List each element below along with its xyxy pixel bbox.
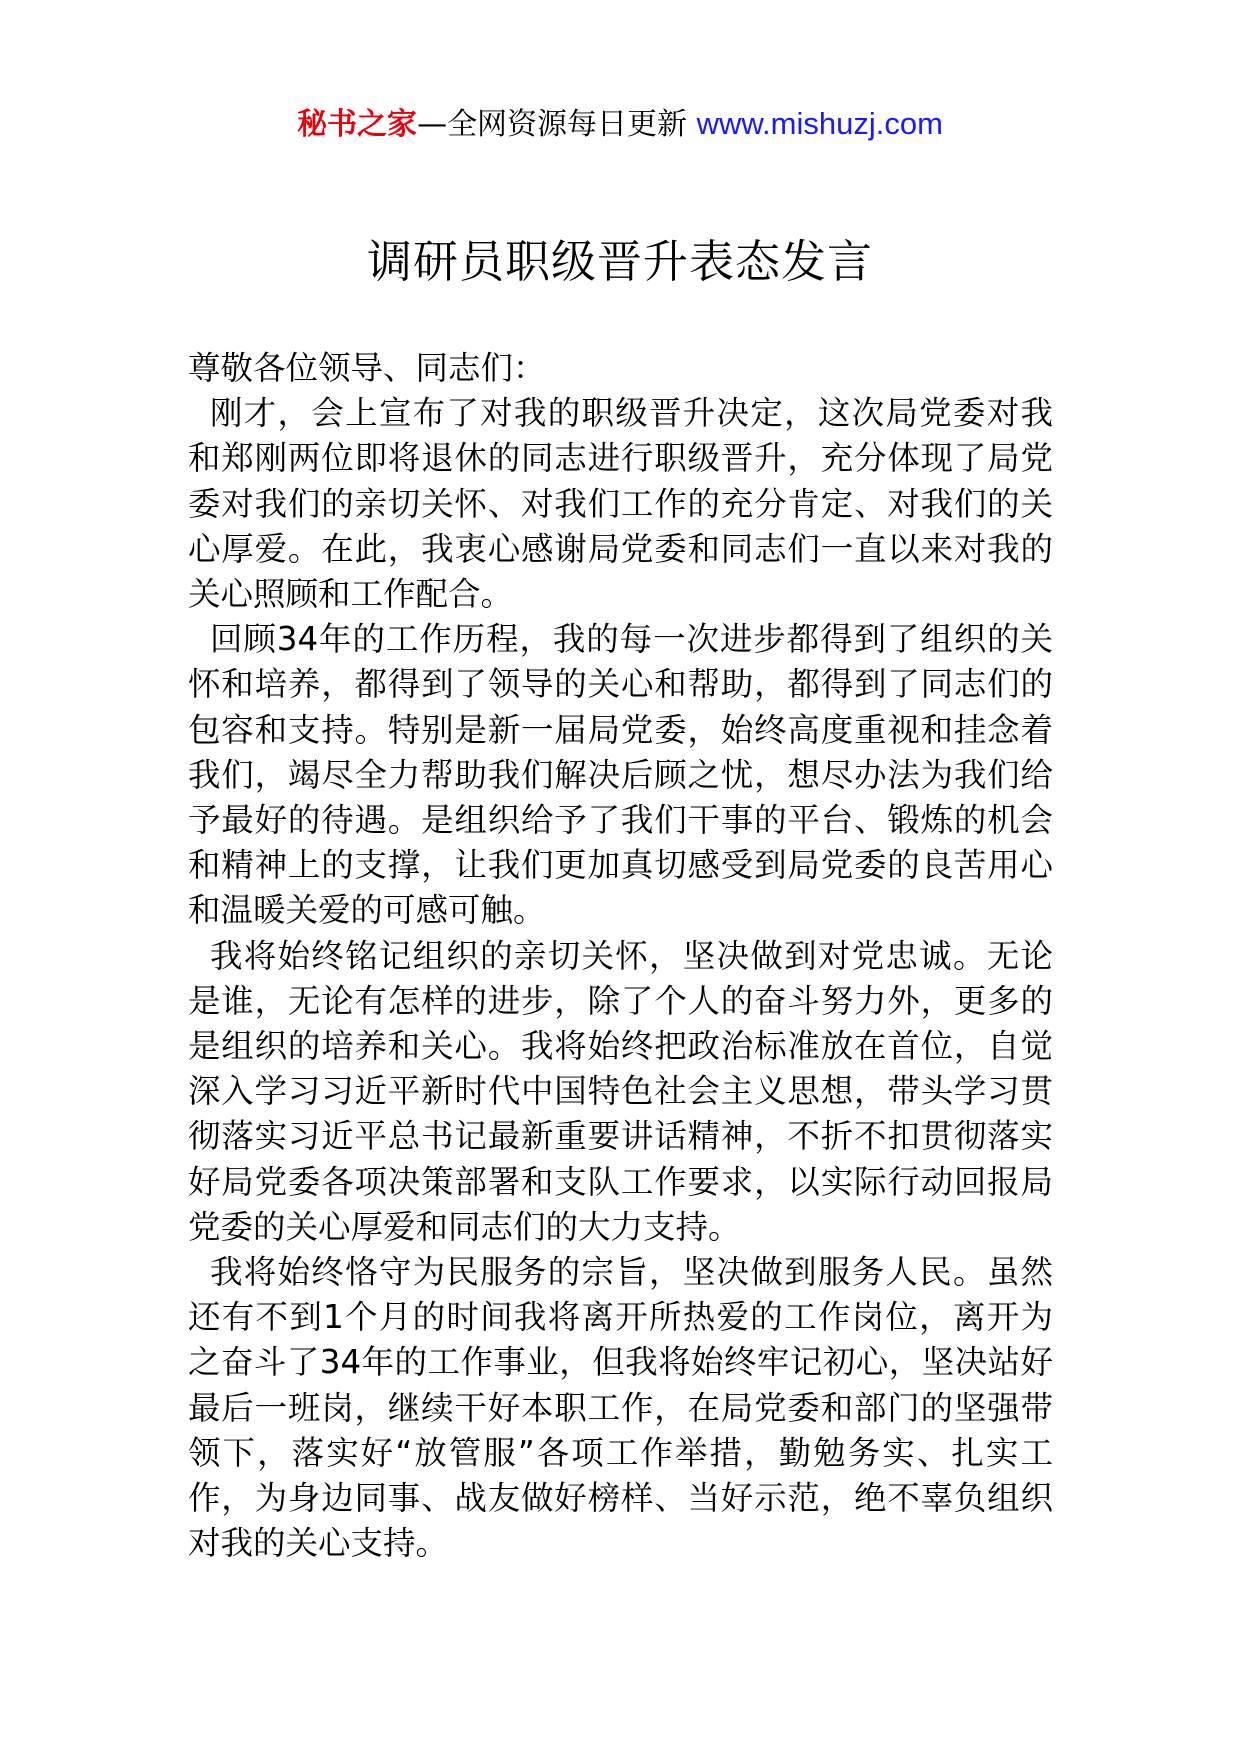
page-header [0,100,1240,149]
paragraph-4: 我将始终恪守为民服务的宗旨，坚决做到服务人民。虽然还有不到1个月的时间我将离开所热爱的工作岗位，离开为之奋斗了34年的工作事业，但我将始终牢记初心，坚决站好最后一班岗，继续干好本职工作，在局党委和部门的坚强带领下，落实好“放管服”各项工作举措，勤勉务实、扎实工作，为身边同事、战友做好榜样、当好示范，绝不辜负组织对我的关心支持。 [188,1253,1053,1563]
header-tagline: —全网资源每日更新 [417,107,688,142]
website-link[interactable]: www.mishuzj.com [696,106,943,141]
document-body [188,346,1053,1566]
paragraph-1: 刚才，会上宣布了对我的职级晋升决定，这次局党委对我和郑刚两位即将退休的同志进行职级晋升，充分体现了局党委对我们的亲切关怀、对我们工作的充分肯定、对我们的关心厚爱。在此，我衷心感谢局党委和同志们一直以来对我的关心照顾和工作配合。 [188,394,1053,614]
salutation: 尊敬各位领导、同志们： [188,349,546,387]
paragraph-2: 回顾34年的工作历程，我的每一次进步都得到了组织的关怀和培养，都得到了领导的关心和帮助，都得到了同志们的包容和支持。特别是新一届局党委，始终高度重视和挂念着我们，竭尽全力帮助我们解决后顾之忧，想尽办法为我们给予最好的待遇。是组织给予了我们干事的平台、锻炼的机会和精神上的支撑，让我们更加真切感受到局党委的良苦用心和温暖关爱的可感可触。 [188,620,1053,930]
paragraph-3: 我将始终铭记组织的亲切关怀，坚决做到对党忠诚。无论是谁，无论有怎样的进步，除了个人的奋斗努力外，更多的是组织的培养和关心。我将始终把政治标准放在首位，自觉深入学习习近平新时代中国特色社会主义思想，带头学习贯彻落实习近平总书记最新重要讲话精神，不折不扣贯彻落实好局党委各项决策部署和支队工作要求，以实际行动回报局党委的关心厚爱和同志们的大力支持。 [188,936,1053,1246]
brand-name: 秘书之家 [297,107,418,142]
document-title: 调研员职级晋升表态发言 [366,235,873,288]
